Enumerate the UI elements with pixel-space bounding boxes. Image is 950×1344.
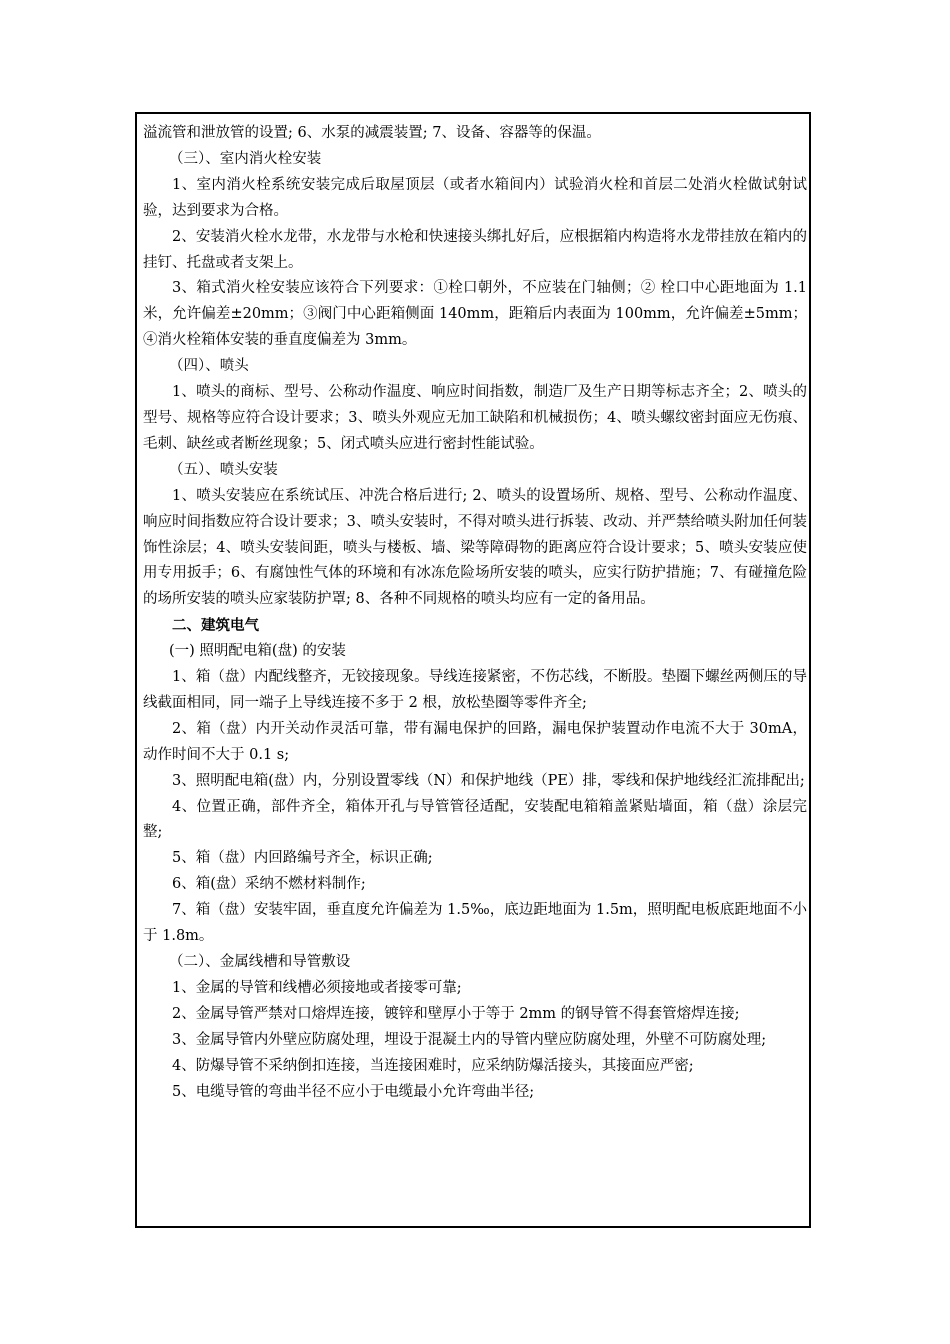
paragraph: 6、箱(盘）采纳不燃材料制作; xyxy=(172,876,366,893)
paragraph: 4、位置正确，部件齐全，箱体开孔与导管管径适配，安装配电箱箱盖紧贴墙面，箱（盘）涂层完整; xyxy=(143,798,807,841)
paragraph: 2、金属导管严禁对口熔焊连接，镀锌和壁厚小于等于 2mm 的钢导管不得套管熔焊连接; xyxy=(172,1005,740,1022)
section-heading-building-electrical: 二、建筑电气 xyxy=(172,617,259,635)
paragraph: 7、箱（盘）安装牢固，垂直度允许偏差为 1.5‰，底边距地面为 1.5m，照明配电板底距地面不小于 1.8m。 xyxy=(143,902,807,945)
paragraph: 1、喷头安装应在系统试压、冲洗合格后进行; 2、喷头的设置场所、规格、型号、公称动作温度、响应时间指数应符合设计要求；3、喷头安装时，不得对喷头进行拆装、改动、并严禁给喷头附加任何装饰性涂层；4、喷头安装间距，喷头与楼板、墙、梁等障碍物的距离应符合设计要求；5、喷头安装应使用专用扳手；6、有腐蚀性气体的环境和有冰冻危险场所安装的喷头，应实行防护措施；7、有碰撞危险的场所安装的喷头应家装防护罩; 8、各种不同规格的喷头均应有一定的备用品。 xyxy=(143,487,807,608)
paragraph: 3、箱式消火栓安装应该符合下列要求：①栓口朝外，不应装在门轴侧；② 栓口中心距地面为 1.1 米，允许偏差±20mm；③阀门中心距箱侧面 140mm，距箱后内表面为 100mm，允许偏差±5mm；④消火栓箱体安装的垂直度偏差为 3mm。 xyxy=(143,280,807,349)
paragraph: 3、金属导管内外壁应防腐处理，埋设于混凝土内的导管内壁应防腐处理，外壁不可防腐处理; xyxy=(172,1031,767,1048)
paragraph: 1、金属的导管和线槽必须接地或者接零可靠; xyxy=(172,979,462,996)
heading-lighting-panel-install: (一) 照明配电箱(盘) 的安装 xyxy=(169,643,346,660)
document-body xyxy=(143,121,807,1105)
paragraph: 1、箱（盘）内配线整齐，无铰接现象。导线连接紧密，不伤芯线，不断股。垫圈下螺丝两侧压的导线截面相同，同一端子上导线连接不多于 2 根，放松垫圈等零件齐全; xyxy=(143,669,807,711)
paragraph: 4、防爆导管不采纳倒扣连接，当连接困难时，应采纳防爆活接头，其接面应严密; xyxy=(172,1057,694,1074)
paragraph: 3、照明配电箱(盘）内，分别设置零线（N）和保护地线（PE）排，零线和保护地线经汇流排配出; xyxy=(172,772,805,789)
paragraph: 1、室内消火栓系统安装完成后取屋顶层（或者水箱间内）试验消火栓和首层二处消火栓做试射试验，达到要求为合格。 xyxy=(143,176,807,219)
heading-sprinkler-install: （五）、喷头安装 xyxy=(169,461,278,478)
paragraph: 2、箱（盘）内开关动作灵活可靠，带有漏电保护的回路，漏电保护装置动作电流不大于 30mA，动作时间不大于 0.1 s; xyxy=(143,720,807,763)
paragraph: 1、喷头的商标、型号、公称动作温度、响应时间指数，制造厂及生产日期等标志齐全；2、喷头的型号、规格等应符合设计要求；3、喷头外观应无加工缺陷和机械损伤；4、喷头螺纹密封面应无伤痕、毛刺、缺丝或者断丝现象；5、闭式喷头应进行密封性能试验。 xyxy=(143,384,807,452)
heading-indoor-hydrant-install: （三）、室内消火栓安装 xyxy=(169,150,322,167)
heading-metal-trunking-conduit: （二）、金属线槽和导管敷设 xyxy=(169,954,351,970)
paragraph: 5、电缆导管的弯曲半径不应小于电缆最小允许弯曲半径; xyxy=(172,1083,535,1100)
paragraph-continuation: 溢流管和泄放管的设置; 6、水泵的减震装置; 7、设备、容器等的保温。 xyxy=(143,125,601,141)
heading-sprinkler: （四）、喷头 xyxy=(169,358,249,375)
paragraph: 2、安装消火栓水龙带，水龙带与水枪和快速接头绑扎好后，应根据箱内构造将水龙带挂放在箱内的挂钉、托盘或者支架上。 xyxy=(143,228,807,271)
paragraph: 5、箱（盘）内回路编号齐全，标识正确; xyxy=(172,850,433,867)
